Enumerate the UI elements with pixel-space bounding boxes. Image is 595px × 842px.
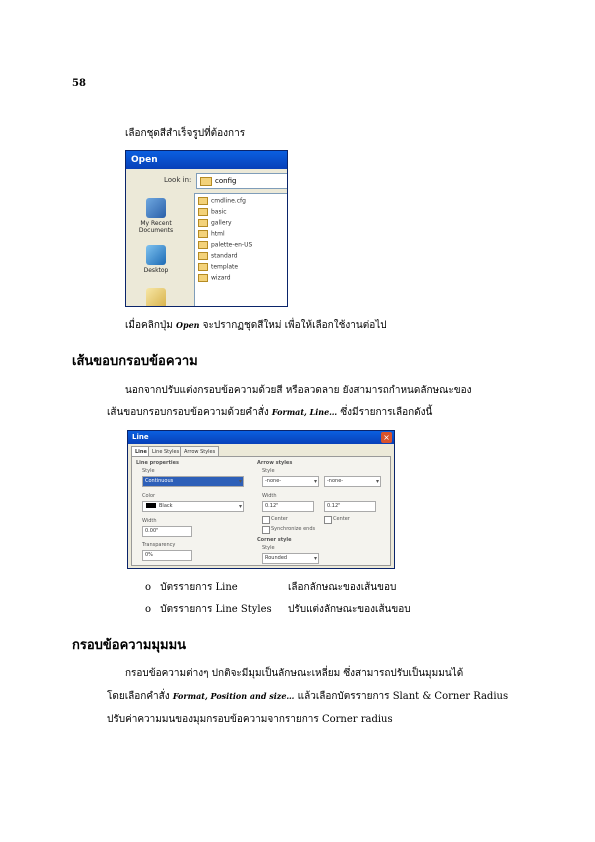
line-dialog-title: Line [128, 431, 394, 444]
place-recent-documents[interactable] [134, 198, 178, 234]
color-label: Color [142, 493, 156, 499]
folder-icon [198, 219, 208, 227]
corner-style-select[interactable]: Rounded ▾ [262, 553, 319, 564]
place-label: Desktop [143, 267, 169, 274]
arrow-start-select[interactable]: -none- ▾ [262, 476, 319, 487]
folder-icon [198, 230, 208, 238]
group-line-properties: Line properties [136, 460, 179, 466]
synchronize-label: Synchronize ends [271, 526, 316, 532]
bullet-item: บัตรรายการ Line Styles [160, 604, 272, 615]
folder-icon [198, 263, 208, 271]
bullet-symbol: o [145, 604, 152, 615]
place-label: My Recent Documents [138, 220, 174, 234]
section-heading-border: เส้นขอบกรอบข้อความ [72, 354, 198, 369]
list-item[interactable]: basic [198, 208, 227, 216]
line-panel [131, 456, 391, 566]
places-bar [128, 193, 184, 306]
paragraph: โดยเลือกคำสั่ง Format, Position and size… แล้วเลือกบัตรรายการ Slant & Corner Radius [107, 691, 509, 702]
width-input[interactable]: 0.00" [142, 526, 192, 537]
folder-icon [198, 197, 208, 205]
synchronize-checkbox[interactable] [262, 526, 270, 534]
recent-documents-icon [146, 198, 166, 218]
folder-icon [198, 208, 208, 216]
line-dialog [127, 430, 395, 569]
look-in-select[interactable] [196, 173, 288, 189]
place-documents[interactable] [134, 288, 178, 307]
page-number: 58 [72, 78, 86, 89]
list-item[interactable]: html [198, 230, 225, 238]
arrow-end-width[interactable]: 0.12" [324, 501, 376, 512]
list-item[interactable]: gallery [198, 219, 232, 227]
list-item[interactable]: template [198, 263, 238, 271]
section-heading-rounded: กรอบข้อความมุมมน [72, 638, 187, 653]
color-swatch [146, 503, 156, 508]
style-label: Style [142, 468, 155, 474]
close-icon[interactable]: × [381, 432, 392, 443]
arrow-width-label: Width [262, 493, 277, 499]
arrow-style-label: Style [262, 468, 275, 474]
center-start-label: Center [271, 516, 288, 522]
transparency-label: Transparency [142, 542, 176, 548]
group-corner-style: Corner style [257, 537, 292, 543]
center-start-checkbox[interactable] [262, 516, 270, 524]
folder-icon [198, 274, 208, 282]
tab-arrow-styles[interactable]: Arrow Styles [180, 446, 219, 457]
list-item[interactable]: wizard [198, 274, 231, 282]
tab-line[interactable]: Line [131, 446, 151, 457]
after-open-text: เมื่อคลิกปุ่ม Open จะปรากฏชุดสีใหม่ เพื่อให้เลือกใช้งานต่อไป [125, 320, 387, 331]
list-item [145, 580, 238, 595]
folder-icon [200, 177, 212, 186]
folder-icon [198, 252, 208, 260]
paragraph: นอกจากปรับแต่งกรอบข้อความด้วยสี หรือลวดลาย ยังสามารถกำหนดลักษณะของ [125, 385, 472, 396]
paragraph: ปรับค่าความมนของมุมกรอบข้อความจากรายการ Corner radius [107, 714, 393, 725]
bullet-symbol: o [145, 582, 152, 593]
look-in-value: config [215, 177, 237, 185]
group-arrow-styles: Arrow styles [257, 460, 293, 466]
my-documents-icon [146, 288, 166, 307]
list-item [145, 602, 272, 617]
tab-line-styles[interactable]: Line Styles [148, 446, 183, 457]
open-dialog [125, 150, 288, 307]
arrow-start-width[interactable]: 0.12" [262, 501, 314, 512]
list-item[interactable]: standard [198, 252, 238, 260]
center-end-label: Center [333, 516, 350, 522]
width-label: Width [142, 518, 157, 524]
list-item[interactable]: cmdline.cfg [198, 197, 246, 205]
bullet-desc: ปรับแต่งลักษณะของเส้นขอบ [288, 604, 411, 615]
intro-text: เลือกชุดสีสำเร็จรูปที่ต้องการ [125, 128, 246, 139]
style-select[interactable]: Continuous ▾ [142, 476, 244, 487]
folder-icon [198, 241, 208, 249]
place-desktop[interactable] [134, 245, 178, 274]
desktop-icon [146, 245, 166, 265]
paragraph: เส้นขอบกรอบกรอบข้อความด้วยคำสั่ง Format, Line… ซึ่งมีรายการเลือกดังนี้ [107, 407, 433, 418]
center-end-checkbox[interactable] [324, 516, 332, 524]
open-dialog-title: Open [126, 151, 287, 169]
corner-style-label: Style [262, 545, 275, 551]
arrow-end-select[interactable]: -none- ▾ [324, 476, 381, 487]
look-in-label: Look in: [164, 176, 192, 184]
bullet-item: บัตรรายการ Line [160, 582, 238, 593]
paragraph: กรอบข้อความต่างๆ ปกติจะมีมุมเป็นลักษณะเหลี่ยม ซึ่งสามารถปรับเป็นมุมมนได้ [125, 668, 464, 679]
file-list [194, 193, 288, 307]
transparency-input[interactable]: 0% [142, 550, 192, 561]
bullet-desc: เลือกลักษณะของเส้นขอบ [288, 582, 397, 593]
list-item[interactable]: palette-en-US [198, 241, 252, 249]
color-select[interactable]: Black ▾ [142, 501, 244, 512]
